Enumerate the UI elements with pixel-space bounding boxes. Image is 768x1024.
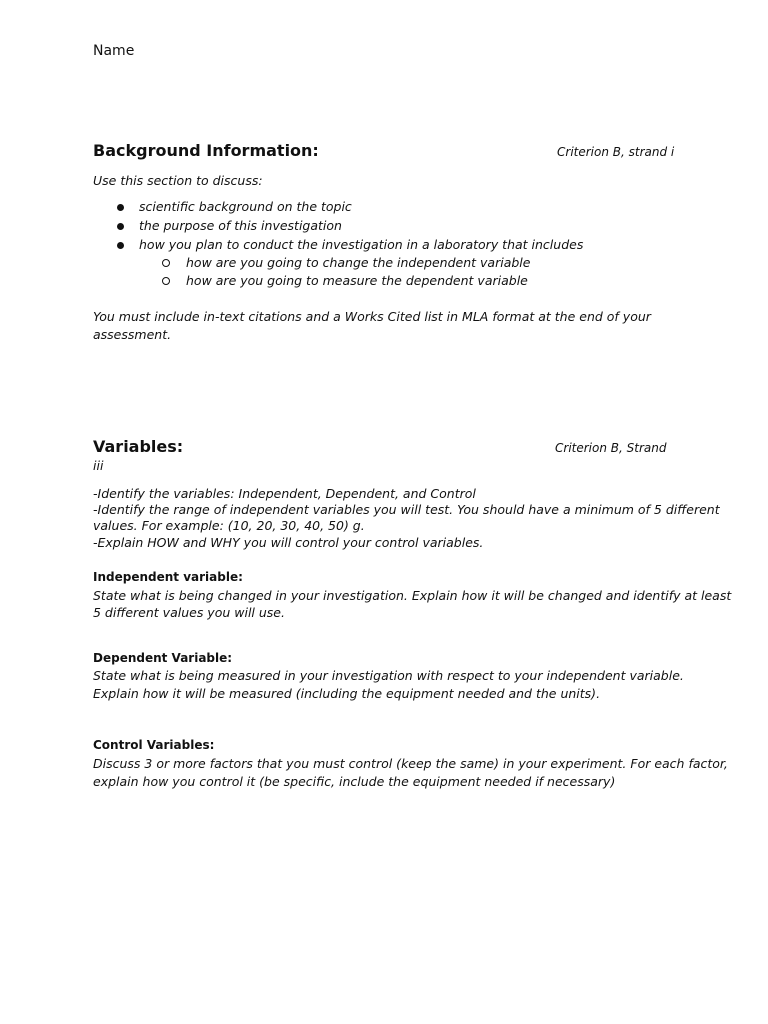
variables-instruction: -Identify the variables: Independent, Dependent, and Control: [93, 486, 476, 501]
dependent-text-line2: Explain how it will be measured (including the equipment needed and the units).: [93, 686, 601, 701]
variables-heading: Variables:: [93, 437, 184, 456]
independent-text-line2: 5 different values you will use.: [93, 605, 285, 620]
background-criterion: Criterion B, strand i: [557, 145, 675, 159]
variables-criterion: Criterion B, Strand: [555, 441, 667, 455]
citation-note-line2: assessment.: [93, 327, 172, 342]
dependent-text-line1: State what is being measured in your investigation with respect to your independent variable.: [93, 668, 684, 683]
sub-bullet-item: how are you going to change the independent variable: [186, 255, 531, 270]
bullet-item: the purpose of this investigation: [139, 218, 342, 233]
variables-instruction: values. For example: (10, 20, 30, 40, 50) g.: [93, 518, 365, 533]
variables-instruction: -Explain HOW and WHY you will control your control variables.: [93, 535, 484, 550]
bullet-dot: [117, 204, 124, 211]
citation-note-line1: You must include in-text citations and a Works Cited list in MLA format at the end of your: [93, 309, 651, 324]
background-heading: Background Information:: [93, 141, 319, 160]
sub-bullet-ring: [162, 277, 170, 285]
bullet-item: how you plan to conduct the investigation in a laboratory that includes: [139, 237, 584, 252]
independent-text-line1: State what is being changed in your investigation. Explain how it will be changed and identify at least: [93, 588, 732, 603]
control-label: Control Variables:: [93, 738, 215, 752]
bullet-dot: [117, 242, 124, 249]
dependent-label: Dependent Variable:: [93, 651, 233, 665]
independent-label: Independent variable:: [93, 570, 243, 584]
variables-criterion-wrap: iii: [93, 458, 104, 473]
control-text-line2: explain how you control it (be specific, include the equipment needed if necessary): [93, 774, 616, 789]
sub-bullet-ring: [162, 259, 170, 267]
background-intro: Use this section to discuss:: [93, 173, 263, 188]
variables-instruction: -Identify the range of independent variables you will test. You should have a minimum of 5 different: [93, 502, 720, 517]
bullet-item: scientific background on the topic: [139, 199, 352, 214]
name-label: Name: [93, 43, 135, 59]
sub-bullet-item: how are you going to measure the dependent variable: [186, 273, 528, 288]
bullet-dot: [117, 223, 124, 230]
control-text-line1: Discuss 3 or more factors that you must control (keep the same) in your experiment. For each factor,: [93, 756, 728, 771]
